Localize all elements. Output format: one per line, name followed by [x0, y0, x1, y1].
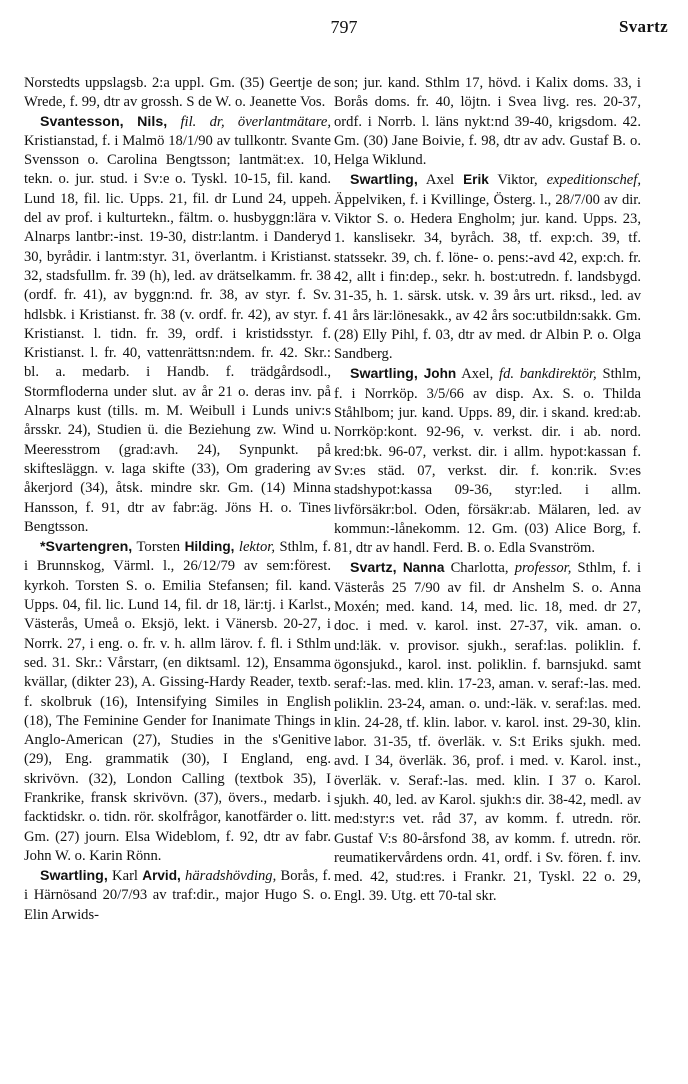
entry-text: Sthlm, f. i Västerås 25 7/90 av fil. dr Anshelm S. o. Anna Moxén; med. kand. 14, med. lic. 18, med. dr 27, doc. i med. v. karol. inst. 27-37, vik. aman. o. und:läk. v. provisor. sjukh., seraf:las. poliklin. f. ögonsjukd., karol. inst. poliklin. f. barnsjukd. samt seraf:-las. med. klin. 17-23, aman. v. seraf:-las. med. poliklin. 23-24, aman. o. und:-läk. v. seraf:las. med. klin. 24-28, tf. klin. labor. v. karol. inst. 29-30, klin. labor. 31-35, tf. överläk. v. S:t Eriks sjukh. med. avd. I 34, överläk. 36, prof. i med. v. Karol. inst., överläk. v. Seraf:-las. med. klin. I 37 o. Karol. sjukh. 40, led. av Karol. sjukh:s dir. 38-42, medl. av med:styr:s vet. råd 37, av komm. f. utredn. rör. Gustaf V:s 80-årsfond 38, av komm. f. utredn. rör. reumatikervårdens ordn. 41, ordf. i Sv. fören. f. inv. med. 42, stud:res. i Frankr. 21, Tyskl. 22 o. 29, Engl. 39. Utg. ett 70-tal skr.: [334, 560, 641, 905]
entry-text: son; jur. kand. Sthlm 17, hövd. i Kalix doms. 33, i Borås doms. fr. 40, löjtn. i Svea livg. res. 20-37, ordf. i Norrb. l. läns nykt:nd 39-40, krigsdom. 42. Gm. (30) Jane Boivie, f. 98, dtr av adv. Gustaf B. o. Helga Wiklund.: [334, 75, 641, 169]
entry-text: Kristianstad, f. i Malmö 18/1/90 av tullkontr. Svante Svensson o. Carolina Bengtsson; lantmät:ex. 10, tekn. o. jur. stud. i Sv:e o. Tyskl. 10-15, fil. kand. Lund 18, fil. lic. Upps. 21, fil. dr Lund 24, uppeh. del av prof. i kulturtekn., fältm. o. husbyggn:lära v. Alnarps lantbr:-inst. 19-30, distr:lantm. i Danderyd 30, byrådir. i lantm:styr. 31, överlantm. i Kristianst. 32, stadsfullm. fr. 39 (h), led. av drätselkamm. fr. 38 (ordf. fr. 41), av byggn:nd. fr. 38, av styr. f. Sv. hdlsbk. i Kristianst. fr. 38 (v. ordf. fr. 42), av styr. f. Kristianst. l. tidn. fr. 39, ordf. i kristidsstyr. f. Kristianst. l. fr. 40, vattenrättsn:ndem. fr. 42. Skr.: bl. a. medarb. i Handb. f. trädgårdsodl., Stormfloderna under slut. av år 21 o. deras inv. på Alnarps kust (tills. m. M. Weibull i Lunds univ:s årsskr. 24), Studien ü. die Beziehung zw. Wind u. Meeresstrom (grad:avh. 24), Synpunkt. på skiftesläggn. v. laga skifte (33), Om gradering av åkerjord (34), åtsk. mindre skr. Gm. (14) Minna Hansson, f. 91, dtr av fabr:äg. Jöns H. o. Tines Bengtsson.: [24, 132, 331, 535]
entry-text: Borås, f. i Härnösand 20/7/93 av traf:dir., major Hugo S. o. Elin Arwids-: [24, 868, 331, 923]
entry-surname: Swartling,: [350, 366, 418, 383]
entry-svantesson: [24, 113, 331, 538]
entry-occupation: fil. dr, överlantmätare,: [180, 113, 331, 130]
entry-callname: Erik: [463, 172, 489, 188]
entry-surname: Swartling,: [350, 172, 418, 189]
entry-forename: Torsten: [132, 539, 185, 556]
entry-continuation: [24, 74, 331, 113]
entry-forename: Charlotta,: [444, 560, 509, 577]
entry-svartengren: [24, 537, 331, 866]
entry-forename-2: Viktor,: [488, 172, 538, 189]
entry-occupation: professor,: [508, 560, 572, 577]
right-column: [334, 74, 641, 907]
entry-callname: Arvid,: [142, 868, 181, 884]
entry-forename: Axel,: [456, 366, 494, 383]
entry-surname: Swartling,: [40, 868, 108, 885]
entry-occupation: expeditionschef,: [537, 172, 641, 189]
entry-surname: Svartz,: [350, 560, 397, 577]
entry-swartling-arvid: [24, 866, 331, 925]
entry-forename: Axel: [417, 172, 464, 189]
entry-occupation: häradshövding,: [180, 868, 277, 885]
entry-forename: Karl: [107, 868, 143, 885]
entry-text: Äppelviken, f. i Kvillinge, Österg. l., 28/7/00 av dir. Viktor S. o. Hedera Engholm; jur. kand. Upps. 23, 1. kanslisekr. 34, byråch. 38, tf. exp:ch. 39, tf. statssekr. 39, ch. f. löne- o. pens:-avd 42, exp:ch. fr. 42, allt i fin:dep., sekr. h. bost:utredn. f. landsbygd. 31-35, h. 1. särsk. utsk. v. 39 års urt. riksd., led. av 41 års lär:lönesakk., av 42 års soc:utbildn:sakk. Gm. (28) Elly Pihl, f. 03, dtr av med. dr Albin P. o. Olga Sandberg.: [334, 191, 641, 363]
entry-name: Svantesson, Nils,: [40, 113, 168, 130]
entry-occupation: fd. bankdirektör,: [493, 366, 597, 383]
entry-surname: *Svartengren,: [40, 539, 133, 556]
entry-svartz: [334, 558, 641, 906]
entry-occupation: lektor,: [234, 539, 275, 556]
page-number: 797: [330, 17, 358, 37]
entry-swartling-erik: [334, 170, 641, 364]
entry-text: Sthlm, f. i Norrköp. 3/5/66 av disp. Ax. S. o. Thilda Ståhlbom; jur. kand. Upps. 89, dir. i skand. kred:ab. Norrköp:kont. 92-96, v. verkst. dir. i ab. nord. kred:bk. 96-07, verkst. dir. i allm. hypot:kassan f. Sv:es städ. 07, verkst. dir. f. kon:rik. Sv:es stadshypot:kassa 09-36, styr:led. i allm. livförsäkr:bol. Oden, försäkr:ab. Mälaren, led. av kommun:-lånekomm. 12. Gm. (03) Alice Borg, f. 81, dtr av handl. Ferd. B. o. Edla Svanström.: [334, 366, 642, 557]
entry-text: Sthlm, f. i Brunnskog, Värml. l., 26/12/79 av sem:förest. kyrkoh. Torsten S. o. Emilia Stefansen; fil. kand. Upps. 04, fil. lic. Lund 14, fil. dr 18, lär:tj. i Karlst., Västerås, Umeå o. Eksjö, lekt. i Vänersb. 20-27, i Norrk. 27, i eng. o. fr. v. h. allm lärov. f. fl. i Sthlm sed. 31. Skr.: Vårstarr, (en diktsaml. 12), Ensamma kvällar, (dikter 23), A. Gissing-Hardy Reader, textb. f. skolbruk (16), Intensifying Similes in English (18), The Feminine Gender for Inanimate Things in Anglo-American (27), Studies in the s'Genitive (29), Eng. grammatik (30), I England, eng. skrivövn. (32), London Calling (textbok 35), I Frankrike, fransk skrivövn. (37), övers., medarb. i facktidskr. o. tidn. rör. skolfrågor, kanotfärder o. litt. Gm. (27) journ. Elsa Wideblom, f. 92, dtr av fabr. John W. o. Karin Rönn.: [24, 539, 332, 864]
entry-text: Norstedts uppslagsb. 2:a uppl. Gm. (35) Geertje de Wrede, f. 99, dtr av grossh. S de W. o. Jeanette Vos.: [24, 75, 331, 111]
entry-callname: Nanna: [396, 560, 445, 576]
left-column: [24, 74, 331, 925]
entry-continuation: [334, 74, 641, 170]
entry-swartling-john: [334, 364, 641, 558]
running-head: Svartz: [618, 17, 668, 36]
entry-callname: John: [417, 366, 457, 382]
entry-callname: Hilding,: [184, 539, 235, 555]
